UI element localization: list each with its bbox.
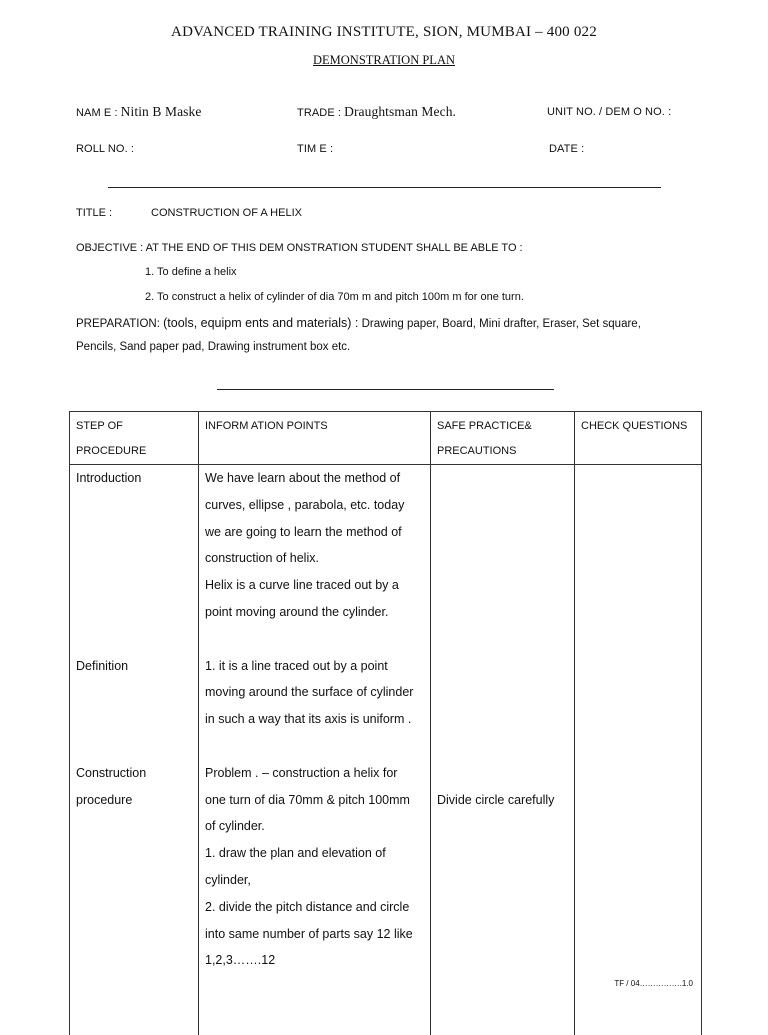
header-step-text: STEP OF PROCEDURE [76, 420, 146, 457]
info-line: cylinder, [205, 867, 424, 894]
safe-cell [431, 465, 575, 1035]
title-label: TITLE : [76, 207, 112, 219]
info-cell [199, 465, 431, 1035]
trade-value: Draughtsman Mech. [344, 104, 456, 119]
header-safe-line-1: SAFE PRACTICE& [437, 414, 568, 439]
roll-label: ROLL NO. : [76, 143, 134, 155]
info-line: 1. it is a line traced out by a point [205, 653, 424, 680]
trade-field [297, 104, 456, 120]
header-safe-line-2: PRECAUTIONS [437, 439, 568, 464]
footer-code: TF / 04…………….1.0 [614, 979, 693, 988]
plan-title-text: DEMONSTRATION PLAN [313, 53, 455, 67]
step-procedure: procedure [76, 787, 192, 814]
separator-line [108, 187, 661, 188]
unit-label: UNIT NO. / DEM O NO. : [547, 106, 671, 118]
info-line: We have learn about the method of [205, 465, 424, 492]
header-check [575, 412, 702, 465]
header-step [70, 412, 199, 465]
preparation-line-1 [76, 316, 641, 330]
header-info [199, 412, 431, 465]
info-line: construction of helix. [205, 545, 424, 572]
safe-note: Divide circle carefully [437, 787, 568, 814]
unit-field [547, 106, 671, 118]
info-line: in such a way that its axis is uniform . [205, 706, 424, 733]
info-line: Helix is a curve line traced out by a [205, 572, 424, 599]
info-line: Problem . – construction a helix for [205, 760, 424, 787]
name-label: NAM E : [76, 107, 118, 119]
info-line: one turn of dia 70mm & pitch 100mm [205, 787, 424, 814]
info-line: we are going to learn the method of [205, 519, 424, 546]
info-line: of cylinder. [205, 813, 424, 840]
info-line: point moving around the cylinder. [205, 599, 424, 626]
separator-line [217, 389, 554, 390]
step-definition: Definition [76, 653, 192, 680]
info-line: curves, ellipse , parabola, etc. today [205, 492, 424, 519]
time-label: TIM E : [297, 143, 333, 155]
trade-label: TRADE : [297, 107, 341, 119]
table-header-row [70, 412, 702, 465]
header-info-text: INFORM ATION POINTS [205, 420, 328, 432]
check-cell [575, 465, 702, 1035]
plan-title [0, 53, 768, 68]
preparation-line-2: Pencils, Sand paper pad, Drawing instrument box etc. [76, 341, 350, 353]
preparation-items: Drawing paper, Board, Mini drafter, Eraser, Set square, [362, 318, 641, 330]
info-line: moving around the surface of cylinder [205, 679, 424, 706]
name-value: Nitin B Maske [121, 104, 202, 119]
date-label: DATE : [549, 143, 584, 155]
institute-title: ADVANCED TRAINING INSTITUTE, SION, MUMBAI – 400 022 [0, 24, 768, 41]
step-construction: Construction [76, 760, 192, 787]
header-check-text: CHECK QUESTIONS [581, 420, 687, 432]
info-line: into same number of parts say 12 like [205, 921, 424, 948]
objective-item: 2. To construct a helix of cylinder of dia 70m m and pitch 100m m for one turn. [145, 291, 524, 303]
table-row [70, 465, 702, 1035]
objective-item: 1. To define a helix [145, 266, 237, 278]
info-line: 1,2,3…….12 [205, 947, 424, 974]
name-field [76, 104, 201, 120]
objective-heading: OBJECTIVE : AT THE END OF THIS DEM ONSTRATION STUDENT SHALL BE ABLE TO : [76, 242, 523, 254]
step-introduction: Introduction [76, 465, 192, 492]
preparation-label: PREPARATION: [76, 318, 160, 330]
preparation-subtitle: (tools, equipm ents and materials) : [163, 316, 358, 330]
header-safe [431, 412, 575, 465]
info-line: 1. draw the plan and elevation of [205, 840, 424, 867]
title-value: CONSTRUCTION OF A HELIX [151, 207, 302, 219]
step-cell [70, 465, 199, 1035]
info-line: 2. divide the pitch distance and circle [205, 894, 424, 921]
demonstration-table [69, 411, 702, 1035]
